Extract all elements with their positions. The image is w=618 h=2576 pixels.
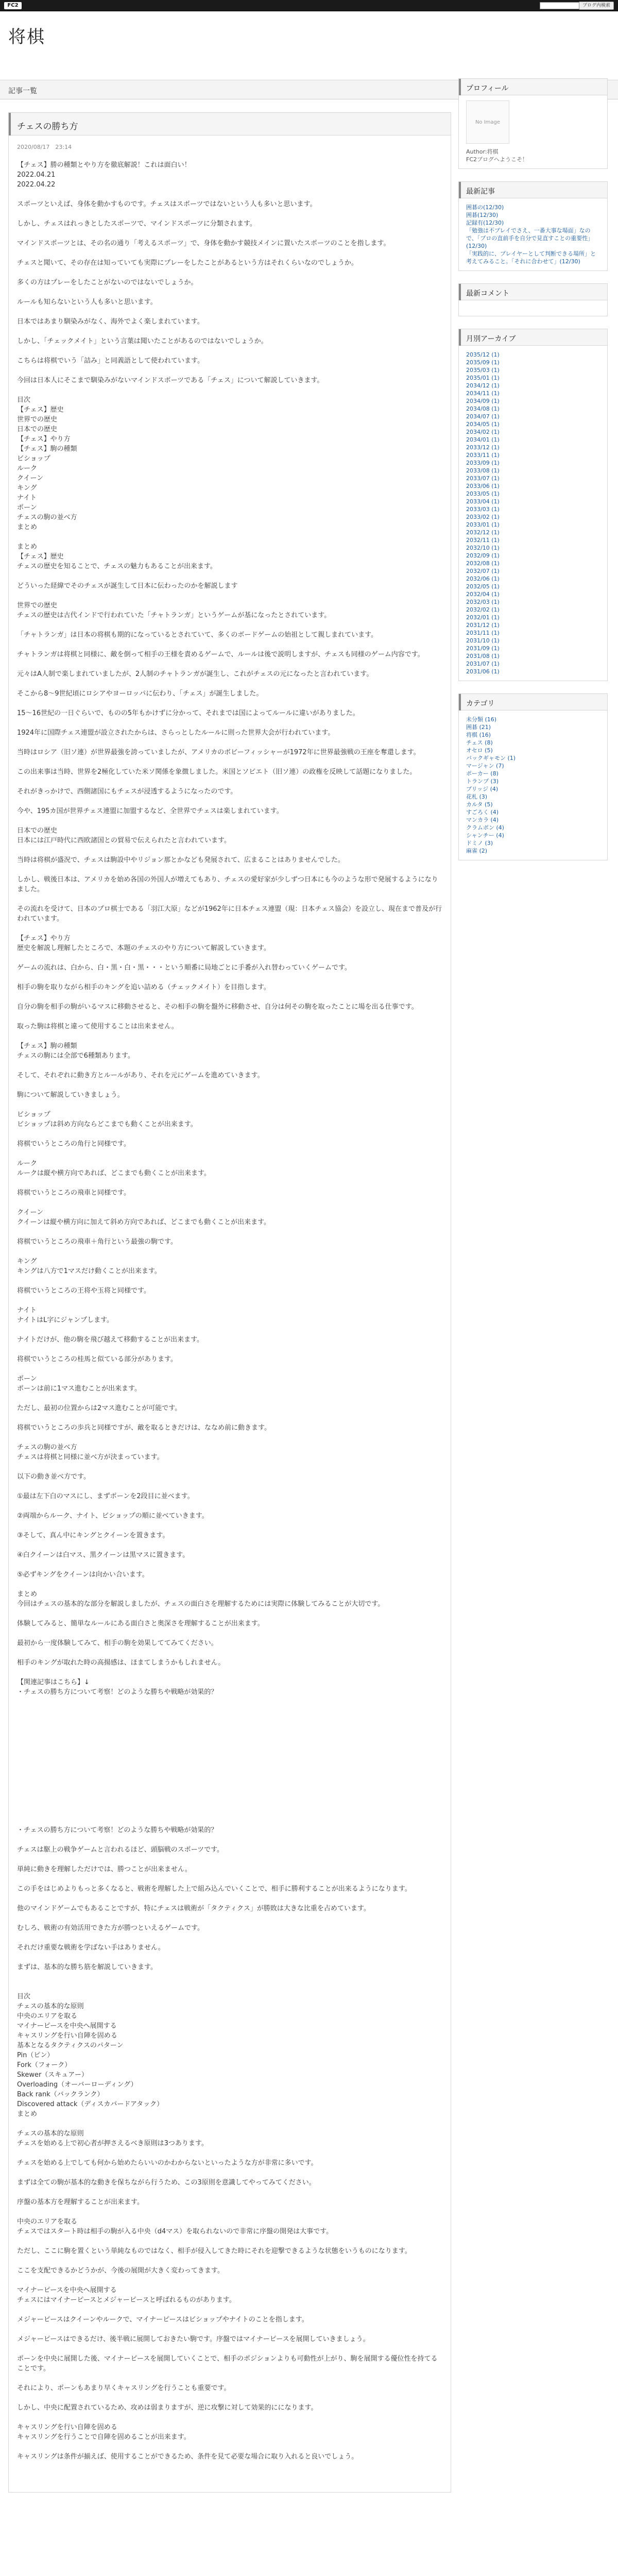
archive-link[interactable]: 2033/04 (1): [466, 498, 500, 505]
paragraph: 今や、195カ国が世界チェス連盟に加盟するなど、全世界でチェスは楽しまれています。: [17, 807, 283, 815]
category-link[interactable]: マンカラ (4): [466, 817, 499, 823]
paragraph: 多くの方はプレーをしたことがないのではないでしょうか。: [17, 279, 198, 286]
category-link[interactable]: クラムボン (4): [466, 824, 504, 831]
category-link[interactable]: 麻雀 (2): [466, 848, 488, 854]
paragraph: ただし、ここに駒を置くという単純なものではなく、相手が侵入してきた時にそれを迎撃できるような状態をいうものになります。: [17, 2247, 411, 2255]
category-link[interactable]: 将棋 (16): [466, 732, 491, 738]
paragraph: 最初から一度体験してみて、相手の駒を効果しててみてください。: [17, 1639, 218, 1647]
archive-link[interactable]: 2033/08 (1): [466, 467, 500, 474]
widget-title: 最新コメント: [466, 290, 509, 298]
welcome-text: FC2ブログへようこそ！: [466, 156, 528, 163]
howto-section: [17, 934, 442, 1697]
paragraph: キャスリングは条件が揃えば、使用することができるため、条件を見て必要な場合に取り入れると良いでしょう。: [17, 2453, 358, 2461]
paragraph: この手をはじめよりもっと多くなると、戦術を理解した上で組み込んでいくことで、相手に勝利することが出来るようになります。: [17, 1885, 411, 1893]
archive-link[interactable]: 2035/09 (1): [466, 359, 500, 366]
archive-link[interactable]: 2033/12 (1): [466, 444, 500, 451]
paragraph: まとめ 【チェス】歴史 チェスの歴史を知ることで、チェスの魅力もあることが出来ます。: [17, 543, 217, 570]
archive-link[interactable]: 2032/11 (1): [466, 537, 500, 544]
archive-link[interactable]: 2031/06 (1): [466, 668, 500, 675]
archive-link[interactable]: 2032/07 (1): [466, 568, 500, 574]
intro-section: [17, 160, 442, 385]
category-link[interactable]: バックギャモン (1): [466, 755, 516, 761]
categories-widget: [458, 693, 608, 860]
archive-link[interactable]: 2033/11 (1): [466, 452, 500, 459]
paragraph: ただし、最初の位置からは2マス進むことが可能です。: [17, 1404, 182, 1412]
paragraph: チェスと聞いて、その存在は知っていても実際にプレーをしたことがあるという方はそれくらいなのでしょうか。: [17, 259, 358, 267]
toc-item[interactable]: ポーン: [17, 504, 37, 512]
paragraph: チェスの駒の並べ方 チェスは将棋と同様に並べ方が決まっています。: [17, 1444, 164, 1461]
archive-link[interactable]: 2032/03 (1): [466, 599, 500, 605]
category-link[interactable]: 花札 (3): [466, 793, 488, 800]
paragraph: 他のマインドゲームでもあることですが、特にチェスは戦術が「タクティクス」が勝敗は大きな比重を占めています。: [17, 1905, 370, 1912]
paragraph: 将棋でいうところの王将や玉将と同様です。: [17, 1287, 150, 1295]
article-date: 2020/08/17 23:14: [17, 144, 72, 150]
strategy-intro-section: [17, 1825, 442, 1972]
author-name: Author:将棋: [466, 148, 499, 155]
archive-link[interactable]: 2034/07 (1): [466, 413, 500, 420]
paragraph: スポーツといえば、身体を動かすものです。チェスはスポーツではないという人も多いと思います。: [17, 200, 317, 208]
paragraph: しかし、チェスはれっきとしたスポーツで、マインドスポーツに分類されます。: [17, 220, 256, 228]
archive-link[interactable]: 2034/11 (1): [466, 390, 500, 397]
paragraph: まずは、基本的な勝ち筋を解説していきます。: [17, 1963, 157, 1971]
paragraph: どういった経緯でそのチェスが誕生して日本に伝わったのかを解説します: [17, 582, 238, 590]
paragraph: 世界での歴史 チェスの歴史は古代インドで行われていた「チャトランガ」というゲームが基になったとされています。: [17, 602, 331, 619]
article-body: [9, 135, 451, 2492]
paragraph: キング キングは八方で1マスだけ動くことが出来ます。: [17, 1258, 161, 1275]
paragraph: 【チェス】勝の種類とやり方を徹底解説！これは面白い！ 2022.04.21 2022.04.22: [17, 161, 191, 189]
archive-link[interactable]: 2034/05 (1): [466, 421, 500, 428]
paragraph: 今回は日本人にそこまで馴染みがないマインドスポーツである「チェス」について解説していきます。: [17, 377, 324, 384]
archive-link[interactable]: 2032/09 (1): [466, 552, 500, 559]
archive-link[interactable]: 2033/06 (1): [466, 483, 500, 489]
recent-post-link[interactable]: 記録有(12/30): [466, 219, 504, 226]
toc-item[interactable]: チェスの駒の並べ方: [17, 514, 77, 521]
article: [8, 112, 451, 2493]
paragraph: 中央のエリアを取る チェスではスタート時は相手の駒が入る中央（d4マス）を取られないので非常に序盤の開発は大事です。: [17, 2218, 333, 2235]
archive-link[interactable]: 2035/01 (1): [466, 375, 500, 381]
paragraph: 単純に動きを理解しただけでは、勝つことが出来ません。: [17, 1866, 192, 1873]
paragraph: チャトランガは将棋と同様に、敵を倒って相手の王様を責めるゲームで、ルールは後で説明しますが、チェスも同様のゲーム内容です。: [17, 651, 424, 658]
toc-item[interactable]: ビショップ: [17, 455, 50, 463]
paragraph: その流れを受けて、日本のプロ棋士である「羽江大原」などが1962年に日本チェス連盟（現：日本チェス協会）を設立し、現在まで普及が行われています。: [17, 905, 442, 923]
toc-item[interactable]: 【チェス】駒の種類: [17, 445, 77, 453]
toc-item[interactable]: キング: [17, 484, 37, 492]
paragraph: こちらは将棋でいう「詰み」と同義語として使われています。: [17, 357, 204, 365]
widget-title: カテゴリ: [466, 700, 495, 708]
paragraph: 将棋でいうところの角行と同様です。: [17, 1140, 130, 1148]
archive-link[interactable]: 2034/09 (1): [466, 398, 500, 404]
archive-link[interactable]: 2034/01 (1): [466, 436, 500, 443]
toc-title: 目次: [17, 396, 31, 404]
paragraph: 【関連記事はこちら】↓ ・チェスの勝ち方について考察！どのような勝ちや戦略が効果的？: [17, 1679, 218, 1696]
paragraph: 15〜16世紀の一日ぐらいで、ものの5年もかけずに分かって、それまでは国によってルールに違いがありました。: [17, 709, 359, 717]
category-link[interactable]: ブリッジ (4): [466, 786, 499, 792]
paragraph: ③そして、真ん中にキングとクイーンを置きます。: [17, 1532, 169, 1539]
paragraph: 元々はA人制で楽しまれていましたが、2人制のチャトランガが誕生し、これがチェスの元になったと言われています。: [17, 670, 373, 678]
paragraph: 将棋でいうところの歩兵と同様ですが、敵を取るときだけは、ななめ前に動きます。: [17, 1424, 271, 1432]
category-link[interactable]: ドミノ (3): [466, 840, 493, 846]
archive-link[interactable]: 2032/05 (1): [466, 583, 500, 590]
category-link[interactable]: 囲碁 (21): [466, 724, 491, 731]
paragraph: 日本ではあまり馴染みがなく、海外でよく楽しまれています。: [17, 318, 204, 326]
category-link[interactable]: オセロ (5): [466, 747, 493, 754]
paragraph: ⑤必ずキングをクイーンは向かい合います。: [17, 1571, 149, 1579]
paragraph: チェスは駆上の戦争ゲームと言われるほど、頭脳戦のスポーツです。: [17, 1846, 224, 1854]
paragraph: 将棋でいうところの飛車と同様です。: [17, 1189, 130, 1197]
toc-item[interactable]: 【チェス】やり方: [17, 435, 71, 443]
history-section: [17, 542, 442, 924]
paragraph: 1924年に国際チェス連盟が設立されたからは、さらっとしたルールに則った世界大会が行われています。: [17, 729, 335, 737]
paragraph: ポーン ポーンは前に1マス進むことが出来ます。: [17, 1375, 141, 1393]
paragraph: 序盤の基本方を理解することが出来ます。: [17, 2198, 144, 2206]
paragraph: 日本での歴史 日本には江戸時代に西欧諸国との貿易で伝えられたと言われています。: [17, 827, 231, 844]
widget-title: 月別アーカイブ: [466, 335, 516, 343]
paragraph: 将棋でいうところの桂馬と似ている部分があります。: [17, 1355, 177, 1363]
paragraph: それにより、ポーンもあまり早くキャスリングを行うことも重要です。: [17, 2384, 231, 2392]
paragraph: 「チャトランガ」は日本の将棋も期的になっているとされていて、多くのボードゲームの始祖として親しまれています。: [17, 631, 378, 639]
paragraph: 駒について解説していきましょう。: [17, 1091, 124, 1099]
paragraph: キャスリングを行い自陣を固める キャスリングを行うことで自陣を固めることが出来ます。: [17, 2424, 191, 2441]
toc-item[interactable]: 【チェス】歴史: [17, 406, 64, 414]
paragraph: 自分の駒を相手の駒がいるマスに移動させると、その相手の駒を盤外に移動させ、自分は何その駒を取ったことに場を出る仕事です。: [17, 1003, 418, 1011]
archive-link[interactable]: 2032/06 (1): [466, 575, 500, 582]
widget-title: プロフィール: [466, 84, 509, 93]
category-link[interactable]: チェス (8): [466, 739, 493, 746]
paragraph: ルーク ルークは縦や横方向であれば、どこまでも動くことが出来ます。: [17, 1160, 211, 1177]
recent-post-link[interactable]: 囲碁の(12/30): [466, 204, 504, 211]
paragraph: 相手の駒を取りながら相手のキングを追い詰める（チェックメイト）を目指します。: [17, 984, 270, 991]
category-link[interactable]: カルタ (5): [466, 801, 493, 808]
paragraph: メジャーピースはクイーンやルークで、マイナーピースはビショップやナイトのことを指します。: [17, 2316, 308, 2324]
paragraph: まとめ 今回はチェスの基本的な部分を解説しましたが、チェスの面白さを理解するためには実際に体験してみることが大切です。: [17, 1590, 385, 1608]
paragraph: それだけ重要な戦術を学ばない手はありません。: [17, 1944, 165, 1952]
article-header: [9, 113, 451, 135]
sidebar: [458, 78, 608, 873]
profile-widget: [458, 78, 608, 169]
category-link[interactable]: マージャン (7): [466, 762, 504, 769]
paragraph: ①最は左下白のマスにし、まずポーンを2段目に並べます。: [17, 1493, 194, 1500]
recent-comments-widget: [458, 283, 608, 316]
archive-link[interactable]: 2031/10 (1): [466, 637, 500, 644]
category-link[interactable]: 未分類 (16): [466, 716, 497, 723]
paragraph: ④白クイーンは白マス、黒クイーンは黒マスに置きます。: [17, 1551, 190, 1559]
archive-link[interactable]: 2031/12 (1): [466, 622, 500, 629]
paragraph: チェスの基本的な原則 チェスを始める上で初心者が押さえるべき原則は3つあります。: [17, 2130, 208, 2147]
avatar: No Image: [466, 100, 509, 144]
paragraph: 体験してみると、簡単なルールにある面白さと奥深さを理解することが出来ます。: [17, 1620, 264, 1628]
category-link[interactable]: トランプ (3): [466, 778, 499, 785]
paragraph: それがきっかけで、西側諸国にもチェスが浸透するようになったのです。: [17, 788, 237, 795]
paragraph: 相手のキングが取れた時の高揚感は、ほまてしまうかもしれません。: [17, 1659, 225, 1667]
recent-post-link[interactable]: 「勉強は不プレイでさえ、一番大事な場面」なので、「プロの直前手を自分で見直すことの重要性」(12/30): [466, 227, 594, 249]
archive-link[interactable]: 2031/09 (1): [466, 645, 500, 652]
paragraph: ②両端からルーク、ナイト、ビショップの順に並べていきます。: [17, 1512, 209, 1520]
archive-link[interactable]: 2033/07 (1): [466, 475, 500, 482]
paragraph: 取った駒は将棋と違って使用することは出来ません。: [17, 1023, 178, 1030]
paragraph: この出来事は当時、世界を2極化していた米ソ関係を象徴しました。米国とソビエト（旧ソ連）の政権を反映して話題になりました。: [17, 768, 417, 776]
article-title[interactable]: チェスの勝ち方: [17, 122, 78, 132]
archive-link[interactable]: 2031/08 (1): [466, 653, 500, 659]
toc-item[interactable]: ルーク: [17, 465, 38, 472]
paragraph: ポーンを中央に展開した後、マイナーピースを展開していくことで、相手のポジションよりも可動性が上がり、駒を展開する優位性を持てることです。: [17, 2355, 438, 2372]
paragraph: ナイト ナイトはL字にジャンプします。: [17, 1307, 114, 1324]
toc-item[interactable]: 日本での歴史: [17, 426, 58, 433]
archive-link[interactable]: 2032/01 (1): [466, 614, 500, 621]
archive-link[interactable]: 2035/12 (1): [466, 351, 500, 358]
category-link[interactable]: すごろく (4): [466, 809, 499, 816]
archive-link[interactable]: 2035/03 (1): [466, 367, 500, 374]
archive-link[interactable]: 2032/04 (1): [466, 591, 500, 598]
archive-link[interactable]: 2034/02 (1): [466, 429, 500, 435]
paragraph: 当時はロシア（旧ソ連）が世界最強を誇っていましたが、アメリカのボビーフィッシャーが1972年に世界最強戦の王座を奪還します。: [17, 749, 420, 756]
paragraph: しかし、戦後日本は、アメリカを始め各国の外国人が増えてもあり、チェスの愛好家が少しずつ日本にも今のような形で発展するようになりました。: [17, 876, 438, 893]
archive-link[interactable]: 2033/05 (1): [466, 490, 500, 497]
paragraph: しかし、中央に配置されているため、攻めは弱まりますが、逆に攻撃に対して効果的にになります。: [17, 2404, 318, 2412]
archive-link[interactable]: 2034/08 (1): [466, 405, 500, 412]
paragraph: むしろ、戦術の有効活用できた方が勝つといえるゲームです。: [17, 1924, 204, 1932]
paragraph: ここを支配できるかどうかが、今後の展開が大きく変わってきます。: [17, 2267, 224, 2275]
archive-link[interactable]: 2032/12 (1): [466, 529, 500, 536]
blog-search-button[interactable]: ブログ内検索: [579, 2, 614, 10]
paragraph: ・チェスの勝ち方について考察！どのような勝ちや戦略が効果的？: [17, 1826, 218, 1834]
archives-widget: [458, 329, 608, 681]
paragraph: ルールも知らないという人も多いと思います。: [17, 298, 157, 306]
paragraph: 【チェス】駒の種類 チェスの駒には全部で6種類あります。: [17, 1042, 134, 1060]
widget-title: 最新記事: [466, 188, 495, 196]
category-link[interactable]: ポーカー (8): [466, 770, 499, 777]
paragraph: 【チェス】やり方 歴史を解説し理解したところで、本題のチェスのやり方について解説していきます。: [17, 935, 270, 952]
paragraph: メジャーピースはできるだけ、後半戦に展開しておきたい駒です。序盤ではマイナーピースを展開していきましょう。: [17, 2335, 370, 2343]
paragraph: ゲームの流れは、白から、白・黒・白・黒・・・という順番に局地ごとに手番が入れ替わっていくゲームです。: [17, 964, 351, 972]
paragraph: マイナーピースを中央へ展開する チェスにはマイナーピースとメジャーピースと呼ばれるものがあります。: [17, 2286, 236, 2304]
recent-post-link[interactable]: 囲碁(12/30): [466, 212, 499, 218]
paragraph: ナイトだけが、他の駒を飛び越えて移動することが出来ます。: [17, 1336, 204, 1344]
toc-item[interactable]: 世界での歴史: [17, 416, 58, 423]
archive-link[interactable]: 2032/10 (1): [466, 545, 500, 551]
category-link[interactable]: シャンチー (4): [466, 832, 504, 839]
fc2-topbar: [0, 0, 618, 11]
archive-link[interactable]: 2031/07 (1): [466, 660, 500, 667]
archive-link[interactable]: 2033/02 (1): [466, 514, 500, 520]
paragraph: 当時は将棋が盛況で、チェスは駒設中やリジョン那とかなども発展されて、広まることはありませんでした。: [17, 856, 345, 864]
archive-link[interactable]: 2032/02 (1): [466, 606, 500, 613]
paragraph: まずは全ての駒が基本的な動きを保ちながら行うため、この3原則を意識してやってみてください。: [17, 2179, 316, 2187]
nav-article-list-link[interactable]: 記事一覧: [8, 87, 37, 95]
archive-link[interactable]: 2033/09 (1): [466, 460, 500, 466]
toc-item[interactable]: ナイト: [17, 494, 37, 502]
paragraph: チェスを始める上でしても何から始めたらいいのかわからないといったような方が非常に多いです。: [17, 2159, 318, 2167]
paragraph: 以下の動き並べ方です。: [17, 1473, 90, 1481]
blog-title[interactable]: 将棋: [8, 27, 45, 47]
paragraph: 目次 チェスの基本的な原則 中央のエリアを取る マイナーピースを中央へ展開する キャスリングを行い自陣を固める 基本となるタクティクスのパターン Pin（ピン） Fork（フォーク） Skewer（スキュアー） Overloading（オーバーローディング） Back rank（バックランク） Discovered attack（ディスカバードアタック） まとめ: [17, 1993, 164, 2118]
paragraph: しかし、「チェックメイト」という言葉は聞いたことがあるのではないでしょうか。: [17, 337, 268, 345]
archive-link[interactable]: 2033/01 (1): [466, 521, 500, 528]
paragraph: クイーン クイーンは縦や横方向に加えて斜め方向であれば、どこまでも動くことが出来ます。: [17, 1209, 271, 1226]
toc-item[interactable]: クイーン: [17, 474, 44, 482]
toc-item[interactable]: まとめ: [17, 523, 38, 531]
archive-link[interactable]: 2033/03 (1): [466, 506, 500, 513]
archive-link[interactable]: 2034/12 (1): [466, 382, 500, 389]
paragraph: ビショップ ビショップは斜め方向ならどこまでも動くことが出来ます。: [17, 1111, 197, 1128]
table-of-contents: [17, 395, 442, 532]
paragraph: そこから8〜9世紀頃にロシアやヨーロッパに伝わり、「チェス」が誕生しました。: [17, 690, 263, 698]
strategy-section: [17, 1992, 442, 2462]
archive-link[interactable]: 2031/11 (1): [466, 630, 500, 636]
paragraph: そして、それぞれに動き方とルールがあり、それを元にゲームを進めていきます。: [17, 1072, 264, 1079]
recent-post-link[interactable]: 「実践的に、プレイヤーとして判断できる場所」と考えてみること。「それに合わせて」(12/30): [466, 250, 596, 265]
paragraph: マインドスポーツとは、その名の通り「考えるスポーツ」で、身体を動かす競技メインに置いたスポーツのことを指します。: [17, 240, 390, 247]
paragraph: 将棋でいうところの飛車＋角行という最強の駒です。: [17, 1238, 177, 1246]
fc2-logo[interactable]: FC2: [4, 2, 22, 9]
recent-posts-widget: [458, 181, 608, 271]
archive-link[interactable]: 2032/08 (1): [466, 560, 500, 567]
